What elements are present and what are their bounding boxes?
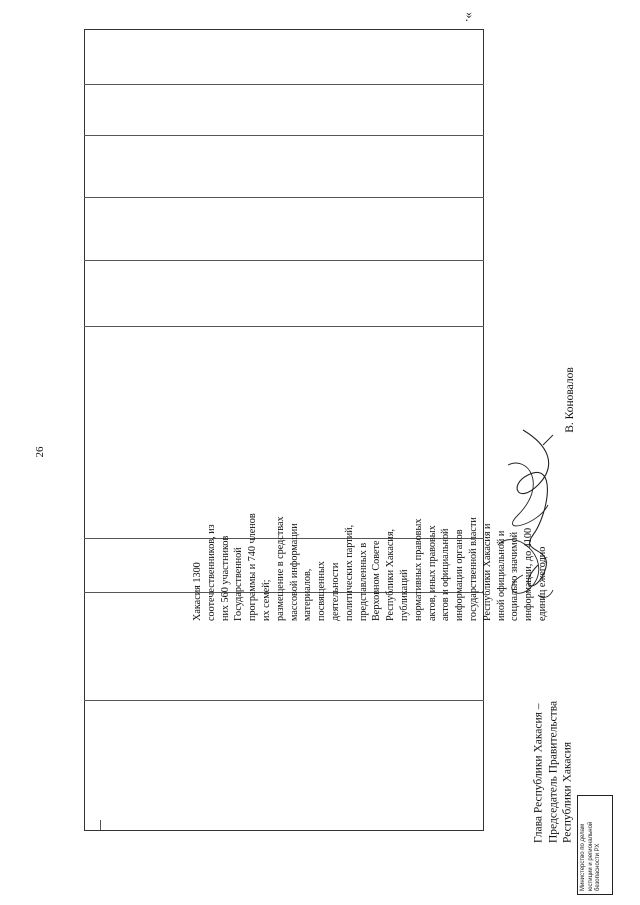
handwritten-signature: [488, 425, 578, 605]
cell-line: Хакасия 1300: [192, 562, 203, 621]
signature-title-line: Председатель Правительства: [546, 700, 559, 843]
cell-line: них 560 участников: [219, 535, 231, 621]
cell-line: деятельности: [329, 562, 341, 621]
cell-line: политических партий,: [343, 524, 355, 621]
signature-title: [531, 653, 575, 843]
table-column-divider: [100, 820, 101, 830]
table-row-divider: [84, 84, 484, 85]
table-row-divider: [84, 700, 484, 701]
cell-line: единиц ежегодно: [536, 546, 548, 621]
cell-line: информации органов: [454, 529, 466, 621]
cell-line: Республики Хакасия,: [385, 528, 397, 621]
table-cell-text: [191, 171, 548, 621]
page-number: 26: [34, 446, 46, 458]
cell-line: представленных в: [357, 542, 369, 621]
cell-line: публикаций: [398, 569, 410, 621]
signature-title-line: Глава Республики Хакасия –: [532, 703, 545, 843]
cell-line: актов, иных правовых: [426, 525, 438, 621]
cell-line: нормативных правовых: [412, 518, 424, 621]
cell-line: массовой информации: [288, 523, 300, 621]
table-row-divider: [84, 135, 484, 136]
cell-line: соотечественников, из: [205, 524, 217, 621]
cell-line: Республики Хакасия и: [481, 523, 493, 621]
cell-line: Государственной: [233, 547, 245, 621]
cell-line: их семей;: [260, 579, 272, 621]
cell-line: актов и официальной: [440, 528, 452, 621]
cell-line: государственной власти: [467, 517, 479, 621]
signature-title-line: Республики Хакасия: [561, 741, 574, 843]
stamp-line: юстиции и региональной: [587, 821, 594, 891]
cell-line: программы и 740 членов: [247, 513, 259, 621]
cell-line: материалов,: [302, 568, 314, 621]
cell-line: информации, до 4100: [523, 527, 535, 621]
cell-line: размещение в средствах: [274, 516, 286, 621]
closing-quote: ».: [462, 12, 478, 22]
stamp-line: Министерство по делам: [580, 823, 586, 891]
registration-stamp: [577, 795, 613, 895]
cell-line: Верховном Совете: [371, 540, 383, 621]
cell-line: иной официальной и: [495, 530, 507, 621]
cell-line: посвященных: [316, 561, 328, 621]
cell-line: социально значимой: [509, 531, 521, 621]
signer-name: В. Коновалов: [564, 367, 576, 433]
stamp-line: безопасности РХ: [595, 843, 601, 891]
